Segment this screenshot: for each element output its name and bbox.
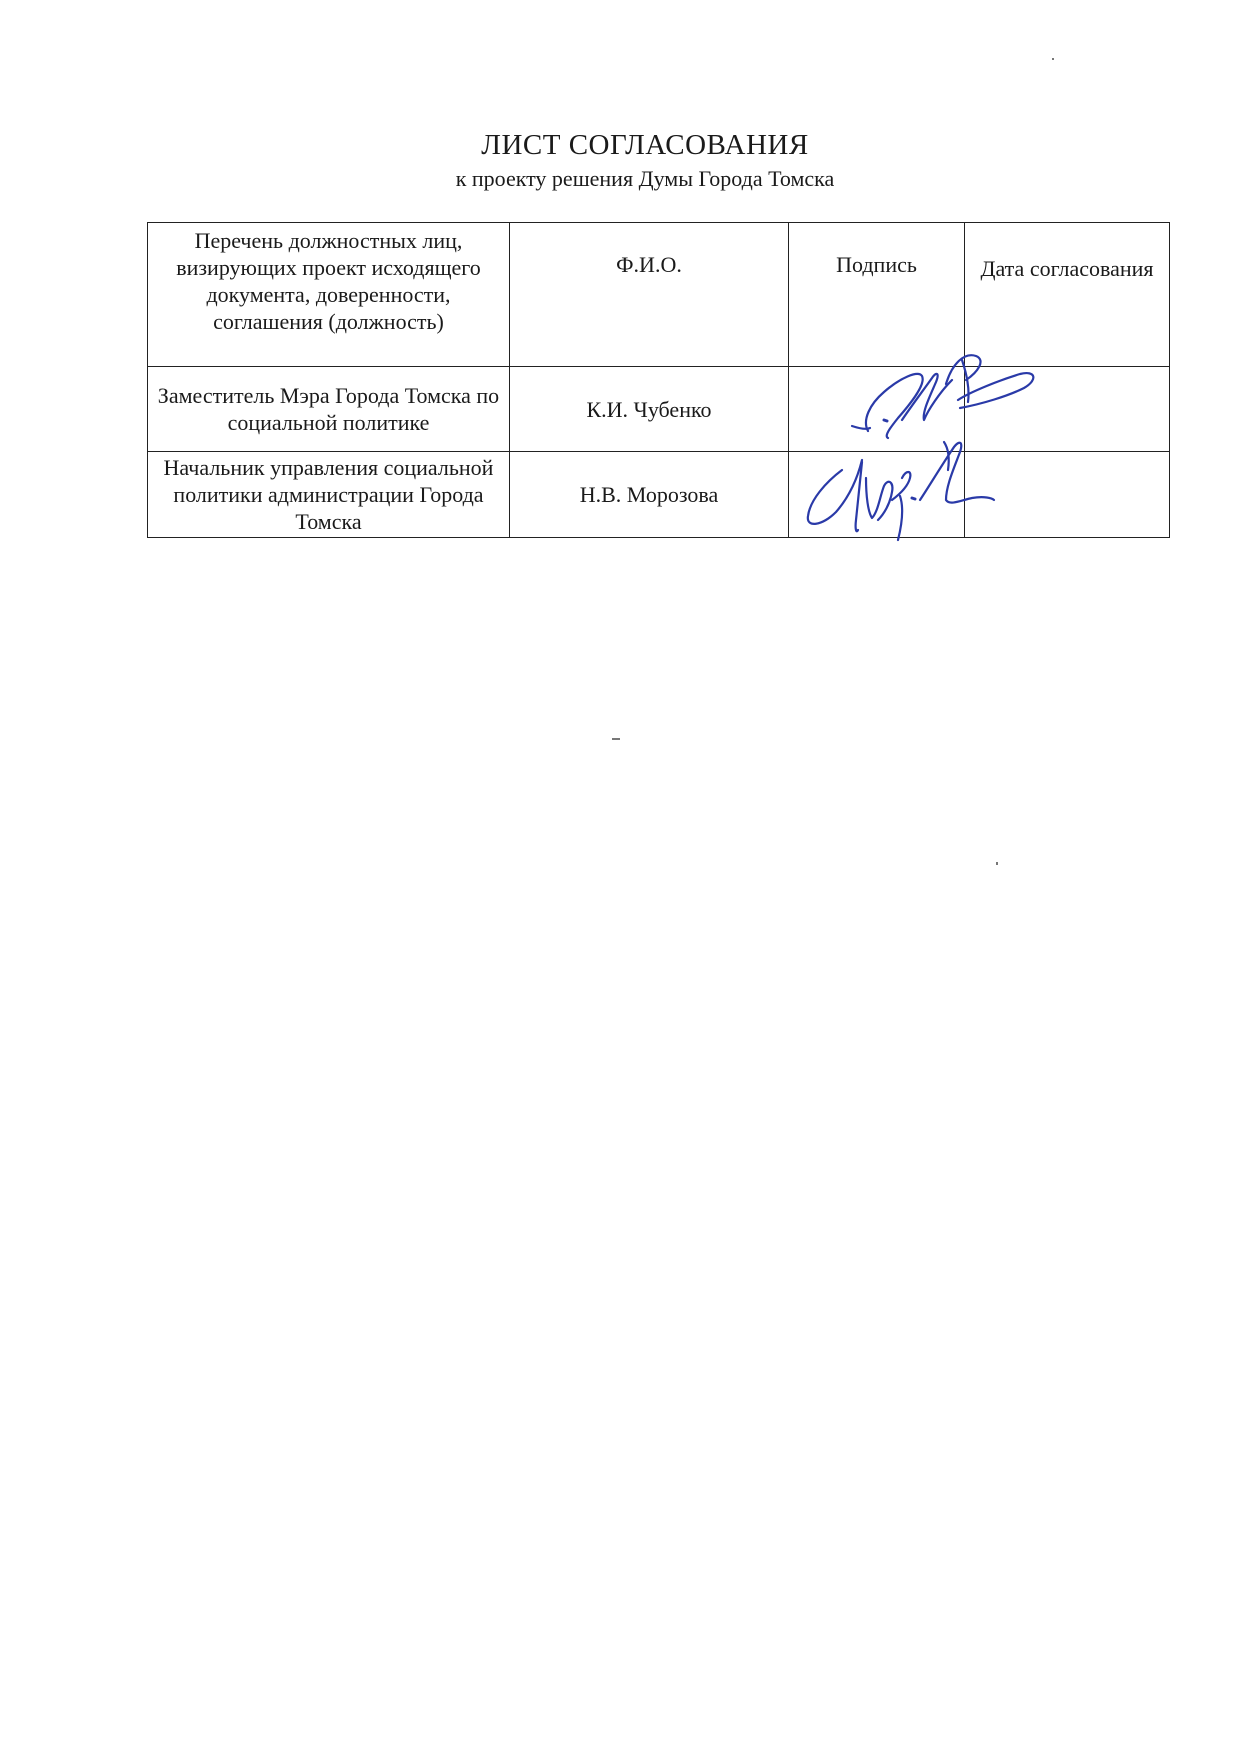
scan-speck — [1052, 58, 1054, 60]
document-title: ЛИСТ СОГЛАСОВАНИЯ — [481, 129, 809, 161]
approval-table — [147, 222, 1170, 538]
row-signature — [789, 367, 965, 452]
row-position: Заместитель Мэра Города Томска по социальной политике — [148, 367, 510, 452]
header-signature: Подпись — [789, 223, 965, 367]
row-position: Начальник управления социальной политики администрации Города Томска — [148, 452, 510, 538]
row-signature — [789, 452, 965, 538]
header-name: Ф.И.О. — [510, 223, 789, 367]
row-date — [965, 367, 1170, 452]
header-position: Перечень должностных лиц, визирующих проект исходящего документа, доверенности, соглашения (должность) — [148, 223, 510, 367]
table-header-row — [148, 223, 1170, 367]
header-date: Дата согласования — [965, 223, 1170, 367]
scan-speck — [612, 738, 620, 740]
row-date — [965, 452, 1170, 538]
table-row — [148, 452, 1170, 538]
table-row — [148, 367, 1170, 452]
row-name: Н.В. Морозова — [510, 452, 789, 538]
scan-speck — [996, 862, 998, 865]
row-name: К.И. Чубенко — [510, 367, 789, 452]
document-subtitle: к проекту решения Думы Города Томска — [455, 166, 835, 191]
